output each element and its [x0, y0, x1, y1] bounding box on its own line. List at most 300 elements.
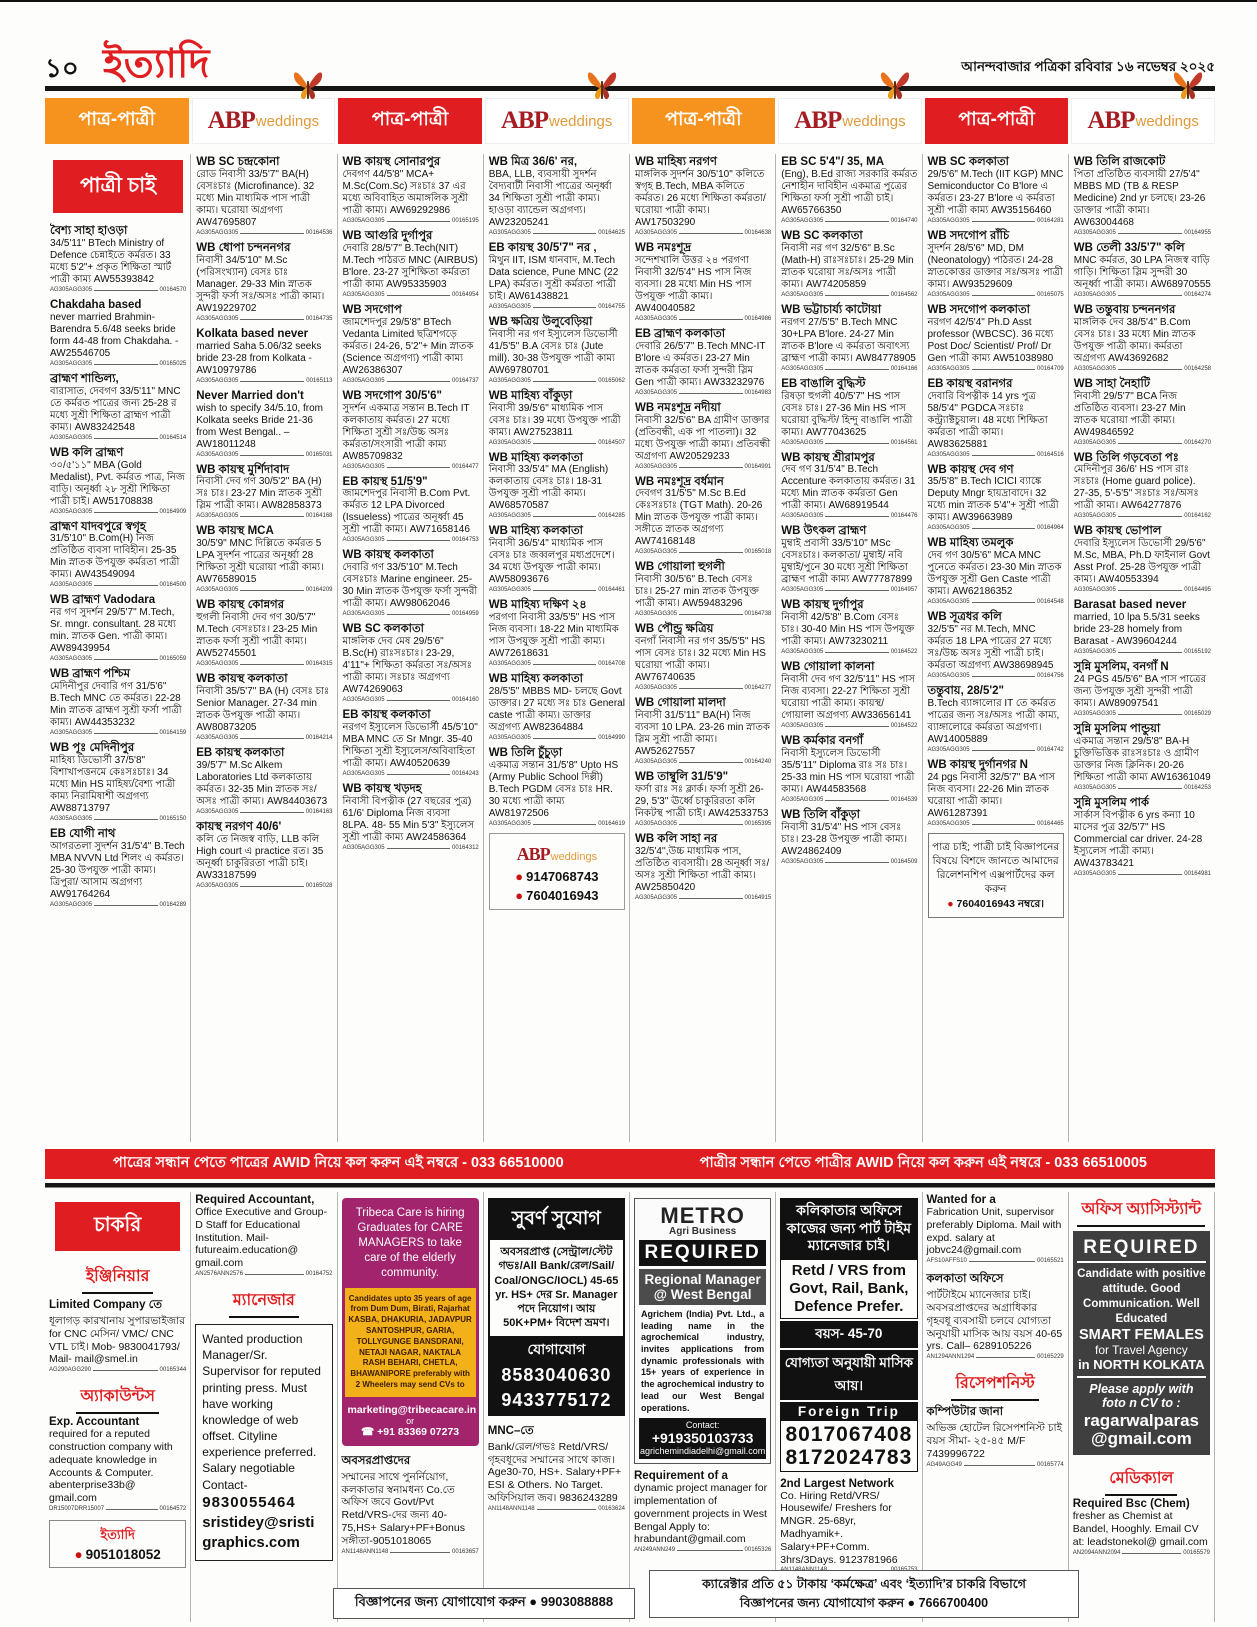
jobs-section: [45, 1192, 1215, 1622]
ad-title: WB কায়স্থ দুর্গানগর N: [927, 759, 1028, 771]
ad-body: BBA, LLB, ব্যবসায়ী সুদর্শন বৈদ্যবাটী নিবাসী পাত্রের অনূর্ধ্বা 34 শিক্ষিতা সুশ্রী পাত্রী কাম্য। হাওড়া ব্যান্ডেল অগ্রগণ্য। AW23205241: [488, 168, 612, 228]
ad-body: 28/5'5" MBBS MD- চলছে Govt ডাক্তার। 27 মধ্যে সঃ চাঃ General caste পাত্রী কাম্য। ডাক্তার অগ্রগণ্য AW82364884: [488, 686, 625, 733]
ad-code-line: AG305AGG305 00164500: [50, 582, 187, 589]
classified-ad: [343, 709, 479, 777]
ad-code-line: AG305AGG305 00164536: [196, 229, 333, 236]
ad-title: WB ক্ষত্রিয় উলুবেড়িয়া: [488, 315, 593, 328]
ad-code-line: AG305AGG305 00165195: [342, 217, 479, 224]
ad-title: WB মাহিষ্য কলকাতা: [488, 525, 583, 538]
ad-body: নর গণ সুদর্শন 29/5'7" M.Tech, Sr. mngr. consultant. 28 মধ্যে min. স্নাতক Gen. পাত্রী কাম্য। AW89439954: [50, 607, 176, 655]
paper-date: আনন্দবাজার পত্রিকা রবিবার ১৬ নভেম্বর ২০২৫: [961, 59, 1215, 74]
medical-header: মেডিক্যাল: [1073, 1465, 1210, 1496]
ad-title: WB কলি সাহা নর: [635, 832, 718, 845]
ad-code-line: AG305AGG305 00165025: [50, 360, 187, 367]
ad-body: নিবাসী 42/5'8" B.Com বেসঃ চাঃ। 30-40 Min HS পাস উপযুক্ত পাত্রী কাম্য। AW73230211: [781, 612, 915, 648]
ad-code-line: AG305AGG305 00164465: [927, 820, 1064, 827]
classified-ad: [928, 759, 1064, 827]
ad-code-line: AG305AGG305 00164986: [635, 315, 772, 322]
classified-ad: [489, 156, 625, 236]
ad-code-line: AG305AGG305 00164981: [1073, 870, 1211, 877]
ad-code-line: AG305AGG305 00164514: [50, 434, 187, 441]
ad-title: WB নমঃশূদ্র: [635, 241, 692, 254]
classified-ad: [343, 390, 479, 470]
ad-code-line: AG305AGG305 00164539: [781, 796, 918, 803]
ad-body: পরগণা নিবাসী 33/5'5" HS পাস নিজ ব্যবসা। 18-22 Min মাধ্যমিক পাস উপযুক্ত সুশ্রী পাত্রী কাম্য। AW72618631: [488, 612, 619, 660]
ad-title: WB SC কলকাতা: [781, 229, 863, 242]
ad-title: WB সদগোপ কলকাতা: [927, 303, 1030, 316]
ad-title: কায়স্থ নরগণ 40/6': [196, 820, 282, 833]
job-ad: Requirement of a dynamic project manager for implementation of government projects in West Bengal Apply to: hrabundant@gmail.com AN249ANN249 00165326: [634, 1470, 772, 1554]
ad-title: WB মিত্র 36/6' নর,: [488, 156, 578, 168]
ad-body: দেবারি ইস্যুলেস ডিভোর্সী 29/5'6" M.Sc, MBA, Ph.D ফাইনাল Govt Asst Prof. 25-28 উপযুক্ত পাত্রী কাম্য। AW40553394: [1073, 538, 1210, 586]
ad-code-line: AG305AGG305 00164991: [635, 463, 772, 470]
ad-body: মাঙ্গলিক দেব মেষ 29/5'6" B.Sc(H) রাঃসঃচাঃ। 23-29, 4'11"+ শিক্ষিতা কর্মরতা সঃ/অসঃ পাত্রী কাম্য। সঃচাঃ অগ্রগণ্য AW74269063: [342, 636, 472, 696]
ad-body: রিষড়া হুগলী 40/5'7" HS পাস বেসঃ চাঃ। 27-36 Min HS পাস ঘরোয়া বুদ্ধিস্ট/ হিন্দু বাঙালি পাত্রী কাম্য। AW77043625: [781, 390, 913, 438]
ad-code-line: AG305AGG305 00164548: [927, 599, 1064, 606]
ad-title: WB সাহা নৈহাটি: [1073, 377, 1151, 390]
classified-column: [1069, 154, 1215, 1142]
jobs-divider-rule: [45, 1183, 1215, 1188]
classified-ad: [50, 299, 186, 367]
classified-ad: [196, 599, 332, 667]
ad-code-line: AG305AGG305 00164160: [342, 697, 479, 704]
classified-ad: [196, 156, 332, 236]
classified-ad: [196, 747, 332, 815]
ad-body: B.Tech ব্যাঙ্গালোর IT তে কর্মরত পাত্রের জন্য সঃ/অসঃ পাত্রী কাম্য, ব্যাঙ্গালোরে কর্মরতা অগ্রগণ্য। AW14005889: [927, 698, 1060, 745]
abp-weddings-logo: ABP weddings: [192, 98, 336, 144]
ad-code-line: AG305AGG305 00164516: [927, 451, 1064, 458]
jobs-col-h: [1069, 1192, 1215, 1622]
classified-ad: [50, 828, 186, 908]
classified-column: [630, 154, 776, 1142]
ad-code-line: AG305AGG305 00164737: [342, 377, 479, 384]
ad-title: Kolkata based never: [196, 327, 309, 340]
ad-title: WB মাহিষ্য দক্ষিণ ২৪: [488, 599, 587, 612]
ad-title: তন্তুবায়, 28/5'2": [927, 685, 1004, 698]
ad-title: WB SC কলকাতা: [927, 156, 1009, 168]
ad-code-line: AG305AGG305 00164964: [927, 525, 1064, 532]
accounts-header: অ্যাকাউন্টস: [49, 1383, 186, 1414]
classified-ad: [489, 452, 625, 520]
manager-header: ম্যানেজার: [195, 1287, 332, 1318]
ad-body: সুদর্শন 28/5'6" MD, DM (Neonatology) পাঠরত। 24-28 স্নাতকোত্তর ডাক্তার সঃ/অসঃ পাত্রী কাম্য। AW93529609: [927, 242, 1063, 290]
metro-logo: METRO: [660, 1203, 745, 1228]
job-ad: Wanted for a Fabrication Unit, supervisor preferably Diploma. Mail with expd. salary at jobvc24@gmail.com AFS10AFFS10 00165521: [926, 1194, 1064, 1265]
ad-code-line: AG305AGG305 00164755: [488, 303, 625, 310]
ad-body: নিবাসী বিপত্নীক (27 বছরের পুত্র) 61/6' Diploma নিজ ব্যবসা 8LPA. 48- 55 Min 5'3" ইস্যুলেস সুশ্রী পাত্রী কাম্য AW24586364: [342, 795, 474, 843]
ad-title: WB কায়স্থ কোন্নগর: [196, 599, 285, 612]
ad-code-line: AG305AGG305 00164522: [781, 649, 918, 656]
butterfly-icon: [290, 65, 326, 110]
ad-body: দেবারি 28/5'7" B.Tech(NIT) M.Tech পাঠরত MNC (AIRBUS) B'lore. 23-27 সুশিক্ষিতা কর্মরতা পাত্রী কাম্য AW95335903: [342, 242, 478, 290]
job-ad: কম্পিউটার জানা অভিজ্ঞ হোটেল রিসেপশনিস্ট চাই বয়স সীমা- ২৫-৪৫ M/F 7439996722 AG49AGG49 00165774: [926, 1406, 1064, 1468]
ad-body: নিবাসী নর গণ ইস্যুলেস ডিভোর্সী 41/5'5" B.A বেসঃ চাঃ (Jute mill). 30-38 উপযুক্ত পাত্রী কাম্য AW69780701: [488, 328, 618, 376]
ad-code-line: AG305AGG305 00164312: [342, 844, 479, 851]
classified-ad: [635, 697, 771, 765]
ad-body: দেব গণ 30/5'6" MCA MNC পুনেতে কর্মরত। 23-30 Min স্নাতক উপযুক্ত সুশ্রী Gen Caste পাত্রী কাম্য। AW62186352: [927, 550, 1062, 598]
ad-title: WB কায়স্থ কলকাতা: [196, 673, 288, 686]
classified-ad: [635, 771, 771, 827]
ad-title: EB কায়স্থ কলকাতা: [342, 709, 431, 722]
abp-weddings-logo: ABP weddings: [1071, 98, 1215, 144]
ad-code-line: AG305AGG305 00164909: [50, 508, 187, 515]
job-ad: Limited Company তে ধূলাগড় কারখানায় সুপারভাইজার for CNC মেসিন/ VMC/ CNC VTL চাই। Mob- 9830041793/ Mail- mail@smel.in AG290AGG290 00165344: [49, 1299, 187, 1374]
ad-code-line: AG305AGG305 00164315: [196, 661, 333, 668]
kolikata-office-ad: কলিকাতার অফিসে কাজের জন্য পার্ট টাইম ম্যানেজার চাই। Retd / VRS from Govt, Rail, Bank, Defence Prefer. বয়স- 45-70 যোগ্যতা অনুযায়ী মাসিক আয়। Foreign Trip 8017067408 8172024783: [780, 1198, 917, 1472]
classified-ad: [928, 611, 1064, 679]
ad-body: দেবারি 26/5'7" B.Tech MNC-IT B'lore এ কর্মরত। 23-27 Min স্নাতক কর্মরতা ফর্সা সুন্দরী স্লিম Gen পাত্রী কাম্য। AW33232976: [635, 340, 766, 388]
classified-column: [45, 154, 191, 1142]
classified-ad: [343, 304, 479, 384]
ad-body: জামশেদপুর 29/5'8" BTech Vedanta Limited ছত্রিশগড়ে কর্মরত। 24-26, 5'2"+ Min স্নাতক (Science অগ্রগণ্য) পাত্রী কাম্য AW26386307: [342, 316, 474, 376]
ad-body: মিথুন IIT, ISM ধানবাদ, M.Tech Data science, Pune MNC (22 LPA) কর্মরত। সুশ্রী কর্মরতা পাত্রী চাই। AW61438821: [488, 254, 619, 302]
masthead-strip: [45, 98, 1215, 144]
ad-body: নিবাসী ইস্যুলেস ডিভোর্সী 35/5'11" Diploma রাঃ সঃ চাঃ। 25-33 min HS পাস ঘরোয়া পাত্রী কাম্য। AW44583568: [781, 747, 915, 795]
ad-title: WB কায়স্থ সোনারপুর: [342, 156, 441, 168]
ad-code-line: AG305AGG305 00164959: [342, 611, 479, 618]
ad-title: WB তিলি বাঁকুড়া: [781, 808, 860, 821]
classified-ad: [50, 373, 186, 441]
ad-title: WB গোয়ালা কালনা: [781, 661, 875, 674]
section-title: ইত্যাদি: [103, 42, 210, 86]
ad-code-line: AG305AGG305 00164159: [50, 730, 187, 737]
classified-ad: [196, 242, 332, 322]
ad-body: দেবারি গণ 33/5'10" M.Tech বেসঃচাঃ Marine engineer. 25-30 Min স্নাতক উপযুক্ত ফর্সা সুন্দরী পাত্রী কাম্য। AW98062046: [342, 562, 478, 610]
contact-phone: ● 9147068743: [515, 868, 599, 884]
ad-body: নিবাসী 31/5'4" HS পাস বেসঃ চাঃ। 23-28 উপযুক্ত পাত্রী কাম্য। AW24862409: [781, 821, 908, 857]
job-ad: অবসরপ্রাপ্তদের সম্মানের সাথে পুনর্নিয়োগ, কলকাতার স্বনামধন্য Co.তে অফিস জবে Govt/Pvt Retd/VRS-দের জন্য 40-75,HS+ Salary+PF+Bonus সঙ্গীতা-9051018065 AN1148ANN1148 00163657: [341, 1454, 479, 1555]
classified-ad: [50, 225, 186, 293]
ad-title: WB গোয়ালা হুগলী: [635, 561, 725, 574]
ad-title: WB সূত্রধর কলি: [927, 611, 1002, 624]
ad-title: WB SC কলকাতা: [342, 623, 424, 636]
advert-contact-strip: বিজ্ঞাপনের জন্য যোগাযোগ করুন ● 9903088888: [333, 1588, 635, 1619]
ad-code-line: AG305AGG305 00164240: [635, 759, 772, 765]
classified-ad: [1074, 156, 1211, 236]
ad-title: WB কায়স্থ মুর্শিদাবাদ: [196, 463, 290, 476]
ad-title: WB তিলি চুঁচুড়া: [488, 747, 563, 759]
classified-ad: [196, 525, 332, 593]
classified-ad: [1074, 452, 1211, 520]
ad-body: নিবাসী 31/5'11" BA(H) নিজ ব্যবসা 10 LPA. 23-26 min স্নাতক স্লিম সুশ্রী পাত্রী কাম্য। AW52627557: [635, 710, 770, 757]
ad-body: বারাসাত, দেবগণ 33/5'11" MNC তে কর্মরত পাত্রের জন্য 25-28 র মধ্যে সুশ্রী শিক্ষিতা ব্রাহ্মণ পাত্রী কাম্য। AW83242548: [50, 385, 181, 433]
karmakshetra-contact-strip: ক্যারেক্টার প্রতি ৫১ টাকায় ‘কর্মক্ষেত্র’ এবং ‘ইত্যাদি’র চাকরি বিভাগে বিজ্ঞাপনের জন্য যোগাযোগ করুন ● 7666700400: [649, 1570, 1079, 1618]
ad-code-line: AG305AGG305 00164214: [196, 735, 333, 741]
ad-code-line: AG305AGG305 00164954: [342, 291, 479, 298]
classified-ad: [781, 735, 917, 803]
ad-body: মাহিষ্য ডিভোর্সী 37/5'8" বিশাখাপত্তনমে কেঃসঃচাঃ। 34 মধ্যে Min HS মাহিষ্য/বৈশ্য পাত্রী কাম্য নিরামিষাশী অগ্রগণ্য AW88713797: [50, 755, 176, 814]
ad-title: WB মাহিষ্য বাঁকুড়া: [488, 389, 573, 402]
jobs-col-f: [776, 1192, 922, 1622]
ad-title: WB কায়স্থ MCA: [196, 525, 274, 538]
abp-weddings-contact-box: ABPweddings ● 9147068743 ● 7604016943: [489, 833, 625, 910]
classified-ad: [781, 661, 917, 729]
office-assistant-header: অফিস অ্যাসিস্ট্যান্ট: [1073, 1196, 1210, 1227]
classified-ad: [343, 230, 479, 298]
ad-code-line: AG305AGG305 00164274: [1073, 291, 1211, 298]
classified-ad: [781, 809, 917, 865]
ad-body: ৩০/৫'১১" MBA (Gold Medalist), Pvt. কর্মরত পাত্র, নিজ বাড়ি। অনূর্ধ্বা ২৮ সুশ্রী শিক্ষিতা পাত্রী চাই। AW51708838: [50, 459, 185, 507]
classified-ad: [1074, 723, 1211, 791]
ad-body: নিবাসী 35/5'7" BA (H) বেসঃ চাঃ Senior Manager. 27-34 min স্নাতক উপযুক্ত পাত্রী কাম্য। AW80873205: [196, 686, 330, 733]
classified-ad: [635, 476, 771, 556]
ad-body: 30/5'9" MNC দিল্লিতে কর্মরত 5 LPA সুদর্শন পাত্রের অনূর্ধ্বা 28 শিক্ষিতা সুশ্রী ঘরোয়া পাত্রী কাম্য। AW76589015: [196, 538, 324, 586]
ad-code-line: AG305AGG305 00164983: [635, 389, 772, 396]
classified-ad: [635, 328, 771, 396]
ad-body: জামশেদপুর নিবাসী B.Com Pvt. কর্মরত 12 LPA Divorced (Issueless) পাত্রের অনূর্ধ্বা 45 সুশ্রী পাত্রী কাম্য। AW71658146: [342, 488, 471, 536]
patra-patri-banner: পাত্র-পাত্রী: [632, 98, 776, 144]
ad-title: WB গোয়ালা মালদা: [635, 697, 726, 710]
ad-title: Chakdaha based: [50, 298, 142, 311]
classified-ad: [50, 594, 186, 662]
relationship-expert-box: পাত্র চাই; পাত্রী চাই বিজ্ঞাপনের বিষয়ে বিশদে জানতে আমাদের রিলেশনশিপ এক্সপার্টদের কল করুন ● 7604016943 নম্বরে।: [928, 833, 1064, 918]
classified-column: [923, 154, 1069, 1142]
ad-body: সার্কাস বিপত্নীক 6 yrs কন্যা 10 মাসের পুত্র 32/5'7" HS Commercial car driver. 24-28 ইস্যুলেস পাত্রী কাম্য। AW43783421: [1073, 809, 1203, 869]
classified-ad: [343, 783, 479, 851]
butterfly-icon: [877, 65, 913, 110]
ad-code-line: AG305AGG305 00164258: [1073, 365, 1211, 372]
ad-code-line: AG305AGG305 00165075: [927, 291, 1064, 298]
classified-ad: [50, 668, 186, 736]
ad-code-line: AG305AGG305 00164756: [927, 673, 1064, 680]
ad-body: নিবাসী 33/5'4" MA (English) কলকাতায় বেসঃ চাঃ। 18-31 উপযুক্ত সুশ্রী পাত্রী কাম্য। AW68570587: [488, 464, 609, 512]
ad-title: WB তন্তুবায় চন্দননগর: [1073, 303, 1176, 316]
ad-code-line: AG305AGG305 00164163: [196, 808, 333, 815]
ad-title: EB কায়স্থ 30/5'7" নর ,: [488, 241, 597, 254]
classified-ad: [781, 304, 917, 372]
classified-ad: [50, 521, 186, 589]
ad-code-line: AG305AGG305 00165150: [50, 816, 187, 822]
classified-column: [484, 154, 630, 1142]
ad-code-line: AG305AGG305 00164708: [488, 661, 625, 668]
ad-body: নিবাসী দেব গণ 30/5'2" BA (H) সঃ চাঃ। 23-27 Min স্নাতক সুশ্রী স্লিম পাত্রী কাম্য। AW82858373: [196, 476, 322, 512]
ad-code-line: AG305AGG305 00164162: [1073, 513, 1211, 520]
classified-ad: [928, 685, 1064, 753]
ad-title: WB মাহিষ্য নরগণ: [635, 156, 717, 168]
ad-title: EB ব্রাহ্মণ কলকাতা: [635, 327, 726, 340]
ad-body: দেবগণ 31/5'5" M.Sc B.Ed কেঃসঃচাঃ (TGT Math). 20-26 Min স্নাতক উপযুক্ত পাত্রী কাম্য। সঙ্গীতে স্নাতক অগ্রগণ্য AW74168148: [635, 488, 763, 548]
awid-banner-left: পাত্রের সন্ধান পেতে পাত্রের AWID নিয়ে কল করুন এই নম্বরে - 033 66510000: [112, 1155, 564, 1171]
classified-ad: [781, 156, 917, 224]
metro-agri-ad: METRO Agri Business REQUIRED Regional Manager @ West Bengal Agrichem (India) Pvt. Ltd., a leading name in the agrochemical industry, invites applications from dynamic professionals with 15+ years of experience in the agrochemical industry to lead our West Bengal operations. Contact: +919350103733 agrichemindiadelhi@gmail.com: [634, 1198, 771, 1464]
ad-title: WB তাম্বুলি 31/5'9": [635, 771, 729, 783]
ad-code-line: AG305AGG305 00164507: [488, 439, 625, 446]
awid-banner-right: পাত্রীর সন্ধান পেতে পাত্রীর AWID নিয়ে কল করুন এই নম্বরে - 033 66510005: [699, 1155, 1147, 1171]
ad-code-line: AG305AGG305 00164166: [781, 365, 918, 372]
header-rule: [45, 86, 1215, 91]
ad-body: দেবারি বিপত্নীক 14 yrs পুত্র 58/5'4" PGDCA সঃচাঃ কন্ট্র্যাক্টচুয়াল। 48 মধ্যে শিক্ষিতা কর্মরতা পাত্রী কাম্য। AW83625881: [927, 390, 1048, 450]
ad-code-line: AG305AGG305 00164495: [1073, 587, 1211, 594]
ad-title: WB পূঃ মেদিনীপুর: [50, 742, 135, 755]
ad-title: Never Married don't: [196, 389, 304, 402]
ad-body: মাঙ্গলিক দেব 38/5'4" B.Com বেসঃ চাঃ। 33 মধ্যে Min স্নাতক উপযুক্ত পাত্রী কাম্য। কর্মরতা অগ্রগণ্য AW43692682: [1073, 316, 1196, 364]
classified-column: [776, 154, 922, 1142]
abp-weddings-logo: ABP weddings: [778, 98, 922, 144]
classified-ad: [1074, 242, 1211, 298]
ad-code-line: AG305AGG305 00164709: [927, 365, 1064, 372]
ad-title: WB সদগোপ 30/5'6": [342, 389, 442, 402]
jobs-col-a: [45, 1192, 191, 1622]
ad-title: WB কায়স্থ ভোপাল: [1073, 525, 1162, 538]
jobs-col-c: [338, 1192, 484, 1622]
ad-title: WB মাহিষ্য তমলুক: [927, 537, 1014, 550]
ad-title: বৈশ্য সাহা হাওড়া: [50, 225, 128, 237]
ad-title: Barasat based never: [1073, 599, 1187, 612]
ad-body: নরগণ 42/5'4" Ph.D Asst professor (WBCSC). 36 মধ্যে Post Doc/ Scientist/ Prof/ Dr Gen পাত্রী কাম্য AW51038980: [927, 316, 1054, 364]
printing-press-ad: Wanted production Manager/Sr. Supervisor for reputed printing press. Must have working knowledge of web offset. Cityline experience preferred. Salary negotiable Contact- 9830055464 sristidey@sristi graphics.com: [195, 1324, 332, 1561]
ad-code-line: AG305AGG305 00164509: [781, 858, 918, 865]
ad-code-line: AG305AGG305 00164270: [1073, 439, 1211, 446]
ad-body: 32/5'5" নর M.Tech, MNC কর্মরত 18 LPA পাত্রের 27 মধ্যে সঃ/উচ্চ অসঃ সুশ্রী পাত্রী চাই। কর্মরতা অগ্রগণ্য AW38698945: [927, 624, 1054, 672]
ad-body: দেব গণ 31/5'4" B.Tech Accenture কলকাতায় কর্মরত। 31 মধ্যে Min স্নাতক কর্মরতা Gen পাত্রী কাম্য। AW68919544: [781, 464, 916, 512]
ad-title: WB সদগোপ রাঁচি: [927, 229, 1010, 242]
patri-chai-section-header: পাত্রী চাই: [53, 160, 183, 213]
ad-body: সুদর্শন একমাত্র সন্তান B.Tech IT কলকাতায় কর্মরত। 27 মধ্যে শিক্ষিতা সুশ্রী সঃ/উচ্চ অসঃ কর্মরতা/সংসারী পাত্রী কাম্য AW85709832: [342, 402, 470, 462]
ad-body: 35/5'8" B.Tech ICICI ব্যাঙ্কে Deputy Mngr হায়দ্রাবাদে। 32 মধ্যে min স্নাতক 5'4"+ সুশ্রী পাত্রী কাম্য। AW39663989: [927, 476, 1059, 524]
classified-ad: [343, 476, 479, 544]
travel-agency-ad: REQUIRED Candidate with positive attitude. Good Communication. Well Educated SMART FEMALES for Travel Agency in NORTH KOLKATA Please apply with foto n CV to : ragarwalparas @gmail.com: [1073, 1231, 1210, 1455]
abp-logo: ABP: [516, 843, 550, 864]
ad-body: নিবাসী নর গণ 32/5'6" B.Sc (Math-H) রাঃসঃচাঃ। 25-29 Min স্নাতক ঘরোয়া সঃ/অসঃ পাত্রী কাম্য। AW74205859: [781, 242, 914, 290]
ad-code-line: AG305AGG305 00164738: [635, 611, 772, 618]
ad-body: সন্দেশখালি উত্তর ২৪ পরগণা নিবাসী 32/5'4" HS পাস নিজ ব্যবসা। 28 মধ্যে Min HS পাস উপযুক্ত পাত্রী কাম্য। AW40040582: [635, 254, 752, 314]
classified-ad: [196, 673, 332, 741]
classified-ad: [196, 390, 332, 458]
ad-code-line: AG305AGG305 00164253: [1073, 784, 1211, 791]
subarna-sujog-ad: সুবর্ণ সুযোগ অবসরপ্রাপ্ত (সেন্ট্রাল/স্টেট গভঃ/All Bank/রেল/Sail/ Coal/ONGC/IOCL) 45-65 yr. HS+ দের Sr. Manager পদে নিয়োগ। আয় 50K+PM+ বিদেশ ভ্রমণ। যোগাযোগ 8583040630 9433775172: [488, 1198, 625, 1416]
classified-ad: [928, 537, 1064, 605]
ad-code-line: AG305AGG305 00164477: [342, 463, 479, 470]
jobs-col-g: [923, 1192, 1069, 1622]
ad-body: 31/5'10" B.Com(H) নিজ প্রতিষ্ঠিত ব্যবসা দাবিহীন। 25-35 Min স্নাতক উপযুক্ত কর্মরতা পাত্রী কাম্য। AW43549094: [50, 533, 180, 581]
classified-ad: [343, 549, 479, 617]
ad-title: সুন্নি মুসলিম পার্ক: [1073, 796, 1150, 809]
ad-body: নিবাসী 39/5'6" মাধ্যমিক পাস বেসঃ চাঃ। 39 মধ্যে উপযুক্ত পাত্রী কাম্য। AW27523811: [488, 402, 621, 438]
ad-code-line: AG305AGG305 00164570: [50, 286, 187, 293]
ad-title: WB SC চন্দ্রকোনা: [196, 156, 280, 168]
ad-body: পিতা প্রতিষ্ঠিত ব্যবসায়ী 27/5'4" MBBS MD (TB & RESP Medicine) 2nd yr চলছে। 23-26 ডাক্তার পাত্রী কাম্য। AW63004468: [1073, 168, 1206, 228]
ad-body: নিবাসী 29/5'7" BCA নিজ প্রতিষ্ঠিত ব্যবসা। 23-27 Min স্নাতক ঘরোয়া পাত্রী কাম্য। AW49846592: [1073, 390, 1186, 438]
job-ad: Required Accountant, Office Executive and Group-D Staff for Educational Institution. Mail- futureaim.education@ gmail.com AN2576ANN2576 00164752: [195, 1194, 333, 1277]
ad-body: MNC কর্মরত, 30 LPA নিজস্ব বাড়ি গাড়ি। শিক্ষিতা স্লিম সুন্দরী 30 অনূর্ধ্বা পাত্রী কাম্য। AW68970555: [1073, 254, 1211, 290]
ad-body: নিবাসী দেব গণ 32/5'11" HS পাস নিজ ব্যবসা। 22-27 শিক্ষিতা সুশ্রী ঘরোয়া পাত্রী কাম্য। কায়স্থ/ গোয়ালা অগ্রগণ্য AW33656141: [781, 674, 915, 721]
classified-ad: [1074, 378, 1211, 446]
ad-code-line: AG305AGG305 00165018: [635, 549, 772, 556]
ad-title: WB উৎকল ব্রাহ্মণ: [781, 525, 867, 538]
ad-code-line: AG305AGG305 00164753: [342, 537, 479, 544]
ad-code-line: AG305AGG305 00164735: [196, 315, 333, 322]
classified-ad: [196, 464, 332, 520]
ad-title: WB কলি ব্রাহ্মণ: [50, 446, 124, 459]
ad-body: মেদিনীপুর 36/6' HS পাস রাঃ সঃচাঃ (Home guard police). 27-35, 5'-5'5" সঃচাঃ সঃ/অসঃ পাত্রী কাম্য। AW64277876: [1073, 464, 1199, 512]
jobs-col-d: [484, 1192, 630, 1622]
classified-ad: [1074, 525, 1211, 593]
ad-title: WB ব্রাহ্মণ Vadodara: [50, 594, 156, 607]
ad-body: মেদিনীপুর দেবারি গণ 31/5'6" B.Tech MNC তে কর্মরত। 22-28 Min স্নাতক ব্রাহ্মণ সুশ্রী ফর্সা পাত্রী কাম্য। AW44353232: [50, 681, 182, 729]
classified-ad: [50, 447, 186, 515]
ad-code-line: AG305AGG305 00164638: [635, 229, 772, 236]
ad-title: সুন্নি মুসলিম পান্ডুয়া: [1073, 723, 1161, 735]
classified-ad: [1074, 661, 1211, 717]
ad-code-line: AG305AGG305 00164476: [781, 513, 918, 520]
ad-body: নিবাসী 30/5'6" B.Tech বেসঃ চাঃ। 25-27 min স্নাতক উপযুক্ত পাত্রী কাম্য। AW59483296: [635, 574, 759, 610]
classified-ad: [635, 402, 771, 470]
classified-ad: [489, 599, 625, 667]
ad-body: নিবাসী 36/5'4" মাধ্যমিক পাস বেসঃ চাঃ জব্বলপুর মধ্যপ্রদেশে। 34 মধ্যে উপযুক্ত পাত্রী কাম্য। AW58093676: [488, 538, 615, 586]
patra-patri-banner: পাত্র-পাত্রী: [338, 98, 482, 144]
awid-banner: [45, 1149, 1215, 1179]
ad-body: মুম্বাই প্রবাসী 33/5'10" MSc বেসঃচাঃ। কলকাতা/ মুম্বাই/ নবি মুম্বাই/পুনে 30 মধ্যে সুশ্রী শিক্ষিতা ব্রাহ্মণ পাত্রী কাম্য AW77787899: [781, 538, 913, 586]
classified-ad: [635, 833, 771, 901]
engineer-header: ইঞ্জিনিয়ার: [49, 1263, 186, 1294]
butterfly-icon: [584, 65, 620, 110]
job-ad: কলকাতা অফিসে পার্টটাইমে ম্যানেজার চাই। অবসরপ্রাপ্তদের অগ্রাধিকার গৃহবধূ ব্যবসায়ী চলবে যোগ্যতা অনুযায়ী মাসিক আয় বয়স 40-65 yrs. Call– 6289105226 AN1294ANN1294 00165229: [926, 1273, 1064, 1361]
ad-code-line: AG305AGG305 00165192: [1073, 649, 1211, 656]
ad-title: EB যোগী নাথ: [50, 828, 116, 840]
ad-body: বনগাঁ নিবাসী নর গণ 35/5'5" HS পাস বেসঃ চাঃ। 32 মধ্যে Min HS ঘরোয়া পাত্রী কাম্য। AW76740635: [635, 636, 766, 684]
ad-code-line: AG305AGG305 00164955: [1073, 229, 1211, 236]
ad-body: মাঙ্গলিক সুদর্শন 30/5'10" কলিতে স্বগৃহ B.Tech, MBA কলিতে কর্মরত। 26 মধ্যে শিক্ষিতা কর্মরতা/ঘরোয়া পাত্রী কাম্য। AW17503290: [635, 168, 766, 228]
ad-code-line: AG305AGG305 00165395: [635, 820, 772, 827]
ad-title: EB কায়স্থ 51/5'9": [342, 475, 428, 488]
ad-body: নরগণ ইস্যুলেস ডিভোর্সী 45/5'10" MBA MNC তে Sr Mngr. 35-40 শিক্ষিতা সুশ্রী ইস্যুলেস/অবিবাহিতা পাত্রী কাম্য। AW40520639: [342, 722, 478, 769]
ad-code-line: AG305AGG305 00165059: [50, 656, 187, 663]
ad-code-line: AG305AGG305 00164957: [781, 587, 918, 594]
ad-body: married Saha 5.06/32 seeks bride 23-28 from Kolkata - AW10979786: [196, 340, 322, 376]
ad-title: WB কায়স্থ শ্রীরামপুর: [781, 451, 875, 464]
ad-code-line: AG305AGG305 00164561: [781, 439, 918, 446]
ad-title: WB তেলী 33/5'7" কলি: [1073, 241, 1185, 254]
ad-code-line: AG305AGG305 00164243: [342, 771, 479, 777]
jobs-col-e: [630, 1192, 776, 1622]
ad-title: WB নমঃশূদ্র নদীয়া: [635, 401, 721, 414]
ad-body: (Eng), B.Ed রাজ্য সরকারি কর্মরত নেশাহীন দাবিহীন একমাত্র পুত্রের শিক্ষিতা ফর্সা সুশ্রী পাত্রী চাই। AW65766350: [781, 168, 918, 216]
ad-title: WB কায়স্থ খড়দহ: [342, 783, 422, 795]
contact-phone: ● 7604016943: [515, 887, 599, 903]
ad-body: 24 pgs নিবাসী 32/5'7" BA পাস নিজ ব্যবসা। 22-26 Min স্নাতক ঘরোয়া পাত্রী কাম্য। AW61287391: [927, 771, 1055, 819]
classified-ad: [781, 452, 917, 520]
ad-title: EB কায়স্থ বরানগর: [927, 377, 1013, 390]
ityadi-contact-box: ইত্যাদি ● 9051018052: [49, 1520, 186, 1568]
ad-title: ব্রাহ্মণ যাদবপুরে স্বগৃহ: [50, 520, 146, 533]
classified-ad: [1074, 797, 1211, 877]
classified-ad: [489, 673, 625, 741]
ad-code-line: AG305AGG305 00164742: [927, 747, 1064, 753]
ad-title: WB তিলি গড়বেতা পঃ: [1073, 451, 1179, 464]
job-ad: Required Bsc (Chem) fresher as Chemist at Bandel, Hooghly. Email CV at: leadstonekol@ gmail.com AN2094ANN2094 00165579: [1072, 1498, 1210, 1556]
ad-title: EB কায়স্থ কলকাতা: [196, 747, 285, 759]
classified-ad: [928, 378, 1064, 458]
classified-ad: [781, 378, 917, 446]
jobs-col-b: [191, 1192, 337, 1622]
ad-title: WB ধোপা চন্দননগর: [196, 241, 291, 254]
classified-ad: [1074, 304, 1211, 372]
contact-phone: ● 7604016943 নম্বরে।: [947, 897, 1045, 910]
ad-code-line: AG305AGG305 00164740: [781, 217, 918, 224]
ad-code-line: AG305AGG305 00165028: [196, 882, 333, 889]
ad-title: WB মাহিষ্য কলকাতা: [488, 673, 583, 686]
butterfly-icon: [1170, 65, 1206, 110]
page-header: [45, 30, 1215, 88]
ad-body: একমাত্র সন্তান 29/5'8" BA-H চুক্তিভিত্তিক রাঃসঃচাঃ ও গ্রামীণ ডাক্তার নিজ ক্লিনিক। 20-26 শিক্ষিতা পাত্রী কাম্য AW16361049: [1073, 735, 1211, 783]
classified-ad: [635, 623, 771, 691]
classified-columns: [45, 154, 1215, 1142]
job-ad: 2nd Largest Network Co. Hiring Retd/VRS/ Housewife/ Freshers for MNGR. 25-68yr, Madhyamik+. Salary+PF+Comm. 3hrs/3Days. 9123781966: [780, 1478, 917, 1574]
ad-code-line: AG305AGG305 00164915: [635, 894, 772, 901]
ad-code-line: AG305AGG305 00164619: [488, 820, 625, 827]
patra-patri-banner: পাত্র-পাত্রী: [45, 98, 189, 144]
ad-code-line: AG305AGG305 00164522: [781, 723, 918, 729]
